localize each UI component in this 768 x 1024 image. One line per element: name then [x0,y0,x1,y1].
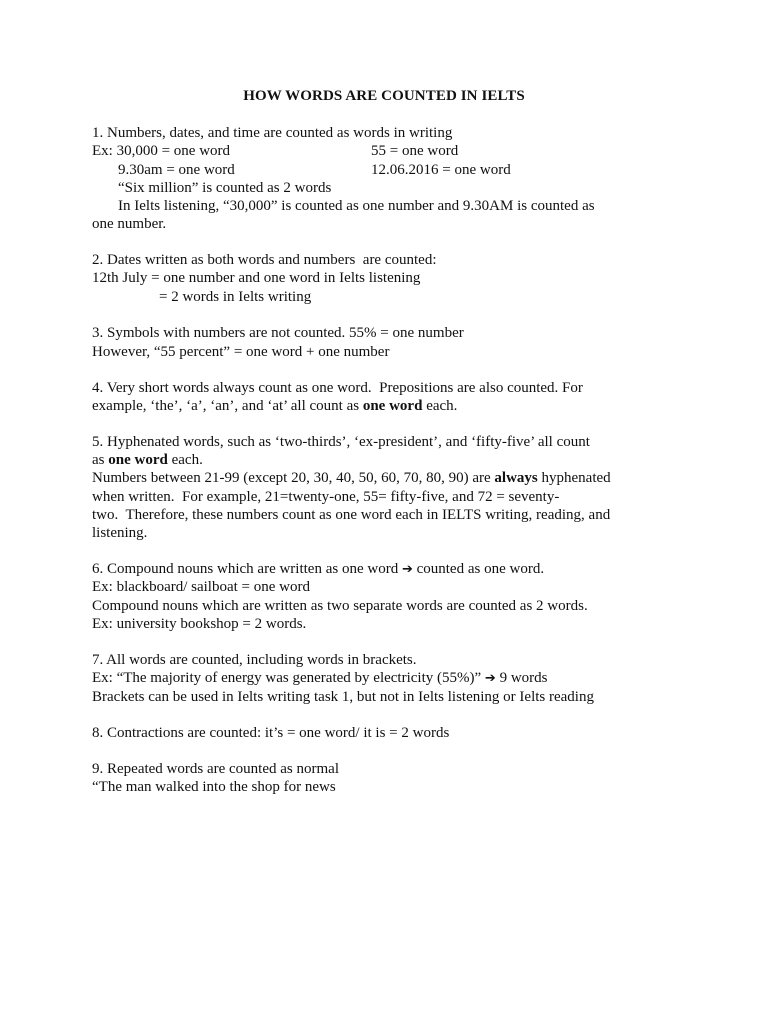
section-4-text-end: each. [422,398,458,414]
listening-line-2: one number. [92,216,167,232]
listening-line-1: In Ielts listening, “30,000” is counted as one number and 9.30AM is counted as [118,198,595,214]
section-2-heading: 2. Dates written as both words and numbers are counted: [92,252,437,268]
section-4-line-1: 4. Very short words always count as one word. Prepositions are also counted. For [92,380,583,396]
section-6-text: 6. Compound nouns which are written as one word [92,561,402,577]
section-1-heading: 1. Numbers, dates, and time are counted as words in writing [92,125,453,141]
section-5-line-4: when written. For example, 21=twenty-one, 55= fifty-five, and 72 = seventy- [92,489,560,505]
section-5-text-end: each. [167,452,203,468]
section-3-line-1: 3. Symbols with numbers are not counted. 55% = one number [92,325,464,341]
section-7-text-end: 9 words [495,670,548,686]
bold-one-word: one word [362,398,423,414]
section-2-line-1: 12th July = one number and one word in Ielts listening [92,270,421,286]
section-6-text-end: counted as one word. [412,561,545,577]
document-title: HOW WORDS ARE COUNTED IN IELTS [243,88,525,104]
example-line-1 [92,142,230,160]
section-4-line-2 [92,397,457,415]
six-million-line: “Six million” is counted as 2 words [118,180,332,196]
section-9-line-1: 9. Repeated words are counted as normal [92,761,339,777]
example-date: 12.06.2016 = one word [371,162,511,178]
example-30000: 30,000 = one word [116,143,231,159]
section-7-line-1: 7. All words are counted, including words in brackets. [92,652,417,668]
section-6-line-4: Ex: university bookshop = 2 words. [92,616,307,632]
section-5-numbers-end: hyphenated [537,470,611,486]
section-7-line-2 [92,669,547,687]
section-6-line-3: Compound nouns which are written as two separate words are counted as 2 words. [92,598,588,614]
section-5-line-3 [92,469,611,487]
section-2-line-2: = 2 words in Ielts writing [159,289,312,305]
section-5-numbers-text: Numbers between 21-99 (except 20, 30, 40, 50, 60, 70, 80, 90) are [92,470,495,486]
section-4-text: example, ‘the’, ‘a’, ‘an’, and ‘at’ all count as [92,398,363,414]
right-arrow-icon: ➔ [401,562,413,577]
section-6-line-2: Ex: blackboard/ sailboat = one word [92,579,310,595]
section-7-text: Ex: “The majority of energy was generated by electricity (55%)” [92,670,485,686]
section-5-line-1: 5. Hyphenated words, such as ‘two-thirds’, ‘ex-president’, and ‘fifty-five’ all count [92,434,590,450]
section-8-line-1: 8. Contractions are counted: it’s = one word/ it is = 2 words [92,725,450,741]
section-7-line-3: Brackets can be used in Ielts writing task 1, but not in Ielts listening or Ielts reading [92,689,594,705]
section-6-line-1 [92,560,544,578]
example-55: 55 = one word [371,143,459,159]
example-930am: 9.30am = one word [118,162,235,178]
bold-one-word: one word [108,452,168,468]
section-5-line-5: two. Therefore, these numbers count as one word each in IELTS writing, reading, and [92,507,611,523]
example-prefix: Ex: [92,143,117,159]
section-9-line-2: “The man walked into the shop for news [92,779,336,795]
section-3-line-2: However, “55 percent” = one word + one number [92,344,390,360]
section-5-line-2 [92,451,203,469]
section-5-text: as [92,452,109,468]
bold-always: always [494,470,538,486]
right-arrow-icon: ➔ [484,671,496,686]
section-5-line-6: listening. [92,525,148,541]
